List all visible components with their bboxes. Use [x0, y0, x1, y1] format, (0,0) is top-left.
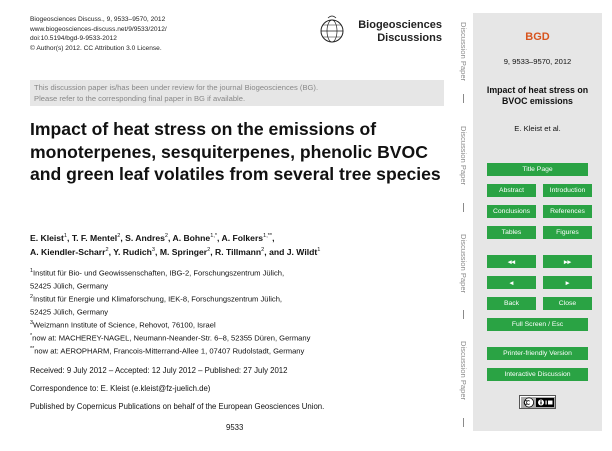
close-button[interactable]: Close: [543, 297, 592, 310]
next-page-button[interactable]: [543, 276, 592, 289]
strip-label-text: Discussion Paper: [459, 341, 468, 401]
author-name: T. F. Mentel: [71, 232, 118, 243]
first-page-icon: ◂◂: [507, 258, 516, 266]
conclusions-button[interactable]: Conclusions: [487, 205, 536, 218]
tables-button[interactable]: Tables: [487, 226, 536, 239]
cc-by-icon: [521, 397, 555, 408]
references-button[interactable]: References: [543, 205, 592, 218]
publisher-line: Published by Copernicus Publications on behalf of the European Geosciences Union.: [30, 402, 325, 411]
printer-friendly-button[interactable]: Printer-friendly Version: [487, 347, 588, 360]
short-title: Impact of heat stress on BVOC emissions: [486, 85, 589, 106]
strip-label: [455, 333, 472, 409]
strip-label: [455, 226, 472, 302]
author-name: R. Tillmann: [215, 247, 262, 258]
abstract-button[interactable]: Abstract: [487, 184, 536, 197]
author-list: [30, 230, 450, 259]
author-sup: 1: [317, 247, 321, 254]
previous-page-button[interactable]: [487, 276, 536, 289]
affil-sup: 2: [30, 293, 33, 300]
introduction-button[interactable]: Introduction: [543, 184, 592, 197]
affiliation-line: [30, 318, 450, 331]
discussion-paper-strip: [455, 0, 472, 451]
back-button[interactable]: Back: [487, 297, 536, 310]
interactive-discussion-button[interactable]: Interactive Discussion: [487, 368, 588, 381]
author-sup: 1,**: [263, 233, 273, 239]
affil-sup: **: [30, 345, 35, 352]
author-sup: 1: [63, 233, 68, 239]
affil-text: Weizmann Institute of Science, Rehovot, 76100, Israel: [33, 320, 216, 330]
affil-text: Institut für Bio- und Geowissenschaften, IBG-2, Forschungszentrum Jülich,: [33, 268, 285, 278]
author-name: E. Kleist: [30, 232, 64, 243]
affiliation-line: [30, 279, 450, 292]
author-sup: 1,*: [210, 233, 218, 239]
affiliation-line: [30, 266, 450, 279]
strip-label: [455, 14, 472, 90]
figures-button[interactable]: Figures: [543, 226, 592, 239]
author-sup: 2: [164, 233, 169, 239]
and-word: and: [269, 247, 285, 258]
website-link[interactable]: www.biogeosciences-discuss.net/9/9533/2012/: [30, 25, 167, 33]
affil-text: Institut für Energie und Klimaforschung, IEK-8, Forschungszentrum Jülich,: [33, 294, 283, 304]
affiliation-line: [30, 344, 450, 357]
author-name: J. Wildt: [286, 247, 318, 258]
affiliation-line: [30, 305, 450, 318]
notice-line1: This discussion paper is/has been under review for the journal Biogeosciences (BG).: [34, 83, 319, 92]
previous-icon: ◂: [509, 279, 514, 287]
affil-sup: 3: [30, 319, 33, 326]
review-notice: [30, 80, 444, 106]
affil-sup: 1: [30, 268, 33, 274]
author-line-2: A. Kiendler-Scharr$^2$, Y. Rudich$^3$, M. Springer$^2$, R. Tillmann$^2$, and J. Wildt$^1$: [30, 247, 321, 258]
globe-icon: [321, 16, 343, 42]
strip-label-text: Discussion Paper: [459, 126, 468, 186]
next-icon: ▸: [565, 279, 570, 287]
strip-divider: [463, 310, 464, 319]
strip-label-text: Discussion Paper: [459, 234, 468, 294]
affil-text: 52425 Jülich, Germany: [30, 307, 109, 317]
affiliation-line: [30, 331, 450, 344]
author-sup: 2: [105, 247, 109, 254]
citation-line: Biogeosciences Discuss., 9, 9533–9570, 2012: [30, 16, 166, 23]
notice-line2: Please refer to the corresponding final paper in BG if available.: [34, 93, 246, 103]
strip-divider: [463, 94, 464, 103]
author-name: Y. Rudich: [113, 247, 152, 258]
received-dates: Received: 9 July 2012 – Accepted: 12 July 2012 – Published: 27 July 2012: [30, 366, 288, 375]
journal-logo-text: [352, 19, 442, 45]
full-screen-button[interactable]: Full Screen / Esc: [487, 318, 588, 331]
strip-divider: [463, 418, 464, 427]
strip-label-text: Discussion Paper: [459, 22, 468, 82]
paper-title: Impact of heat stress on the emissions of monoterpenes, sesquiterpenes, phenolic BVOC and green leaf volatiles from several tree species: [30, 119, 441, 184]
author-sup: 2: [207, 247, 211, 254]
last-page-button[interactable]: [543, 255, 592, 268]
affil-text: now at: AEROPHARM, Francois-Mitterrand-Allee 1, 07407 Rudolstadt, Germany: [34, 346, 305, 356]
author-name: A. Kiendler-Scharr: [30, 247, 106, 258]
last-page-icon: ▸▸: [563, 258, 572, 266]
short-author: E. Kleist et al.: [514, 124, 561, 133]
strip-divider: [463, 203, 464, 212]
author-line-1: E. Kleist$^1$, T. F. Mentel$^2$, S. Andres$^2$, A. Bohne$^{1,*}$, A. Folkers$^{1,**}$,: [30, 232, 275, 243]
affil-sup: *: [30, 332, 33, 339]
strip-label: [455, 118, 472, 194]
first-page-button[interactable]: [487, 255, 536, 268]
volume-info: 9, 9533–9570, 2012: [503, 57, 572, 66]
logo-line1: Biogeosciences: [358, 19, 442, 31]
author-name: A. Bohne: [172, 232, 211, 243]
doi-line: doi:10.5194/bgd-9-9533-2012: [30, 35, 117, 43]
affil-text: 52425 Jülich, Germany: [30, 281, 109, 291]
logo-line2: Discussions: [377, 32, 442, 44]
cc-license-badge[interactable]: [519, 395, 556, 409]
author-sup: 2: [117, 233, 121, 239]
journal-abbrev: BGD: [525, 31, 550, 43]
author-name: S. Andres: [125, 232, 165, 243]
author-sup: 2: [261, 247, 265, 254]
correspondence: Correspondence to: E. Kleist (e.kleist@fz-juelich.de): [30, 384, 211, 393]
author-sup: 3: [151, 247, 156, 254]
title-page-button[interactable]: Title Page: [487, 163, 588, 176]
affiliation-line: [30, 292, 450, 305]
page-number: 9533: [226, 423, 244, 432]
citation-block: [30, 15, 167, 53]
license-line: © Author(s) 2012. CC Attribution 3.0 License.: [30, 44, 162, 52]
affil-text: now at: MACHEREY-NAGEL, Neumann-Neander-Str. 6–8, 52355 Düren, Germany: [32, 333, 311, 343]
author-name: A. Folkers: [221, 232, 264, 243]
author-name: M. Springer: [159, 247, 208, 258]
affiliations: [30, 266, 450, 357]
